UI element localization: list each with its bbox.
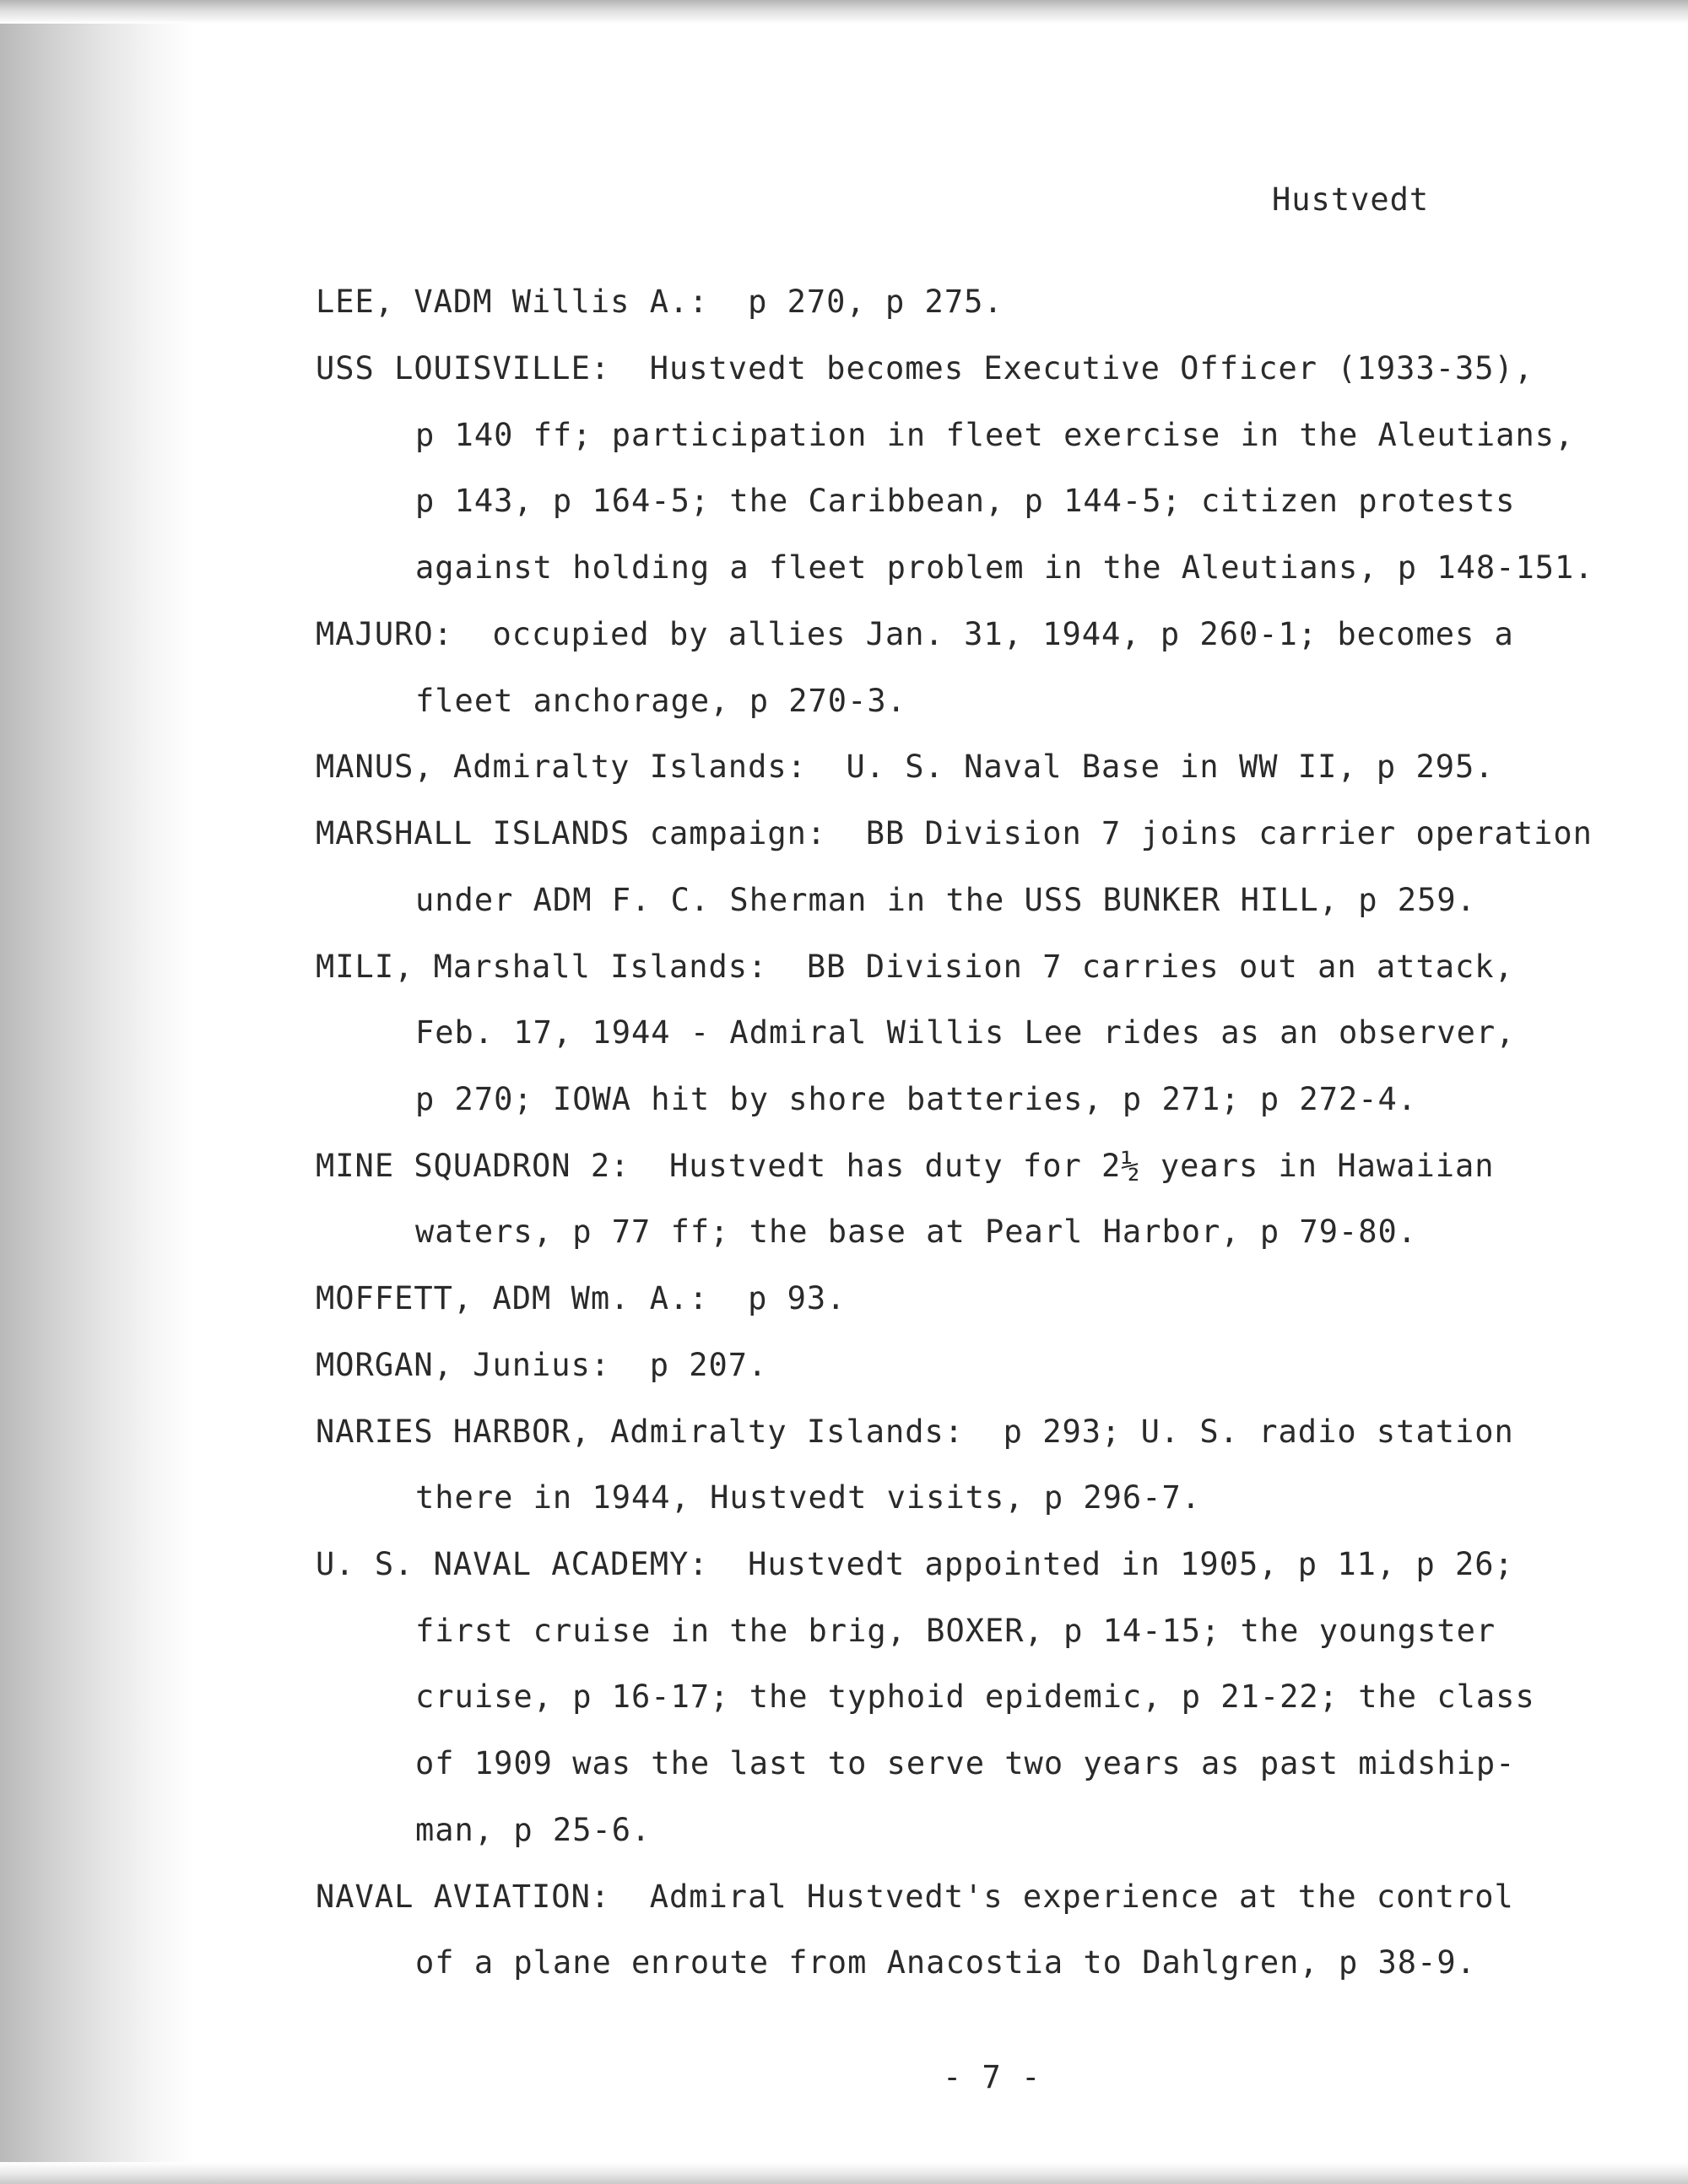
entry-moffett: MOFFETT, ADM Wm. A.: p 93.: [316, 1280, 847, 1316]
scan-shadow-left: [0, 0, 194, 2184]
entry-naval-academy: U. S. NAVAL ACADEMY: Hustvedt appointed in 1905, p 11, p 26;: [316, 1546, 1514, 1582]
entry-morgan: MORGAN, Junius: p 207.: [316, 1347, 768, 1383]
entry-line: first cruise in the brig, BOXER, p 14-15; the youngster: [415, 1613, 1496, 1649]
entry-louisville: USS LOUISVILLE: Hustvedt becomes Executive Officer (1933-35),: [316, 350, 1534, 387]
entry-line: p 140 ff; participation in fleet exercise in the Aleutians,: [415, 417, 1575, 453]
entry-line: p 143, p 164-5; the Caribbean, p 144-5; citizen protests: [415, 483, 1516, 519]
page-header-name: Hustvedt: [1272, 181, 1430, 218]
entry-line: under ADM F. C. Sherman in the USS BUNKER HILL, p 259.: [415, 882, 1476, 918]
entry-line: of a plane enroute from Anacostia to Dahlgren, p 38-9.: [415, 1944, 1476, 1981]
entry-line: fleet anchorage, p 270-3.: [415, 683, 906, 719]
entry-line: waters, p 77 ff; the base at Pearl Harbor, p 79-80.: [415, 1214, 1418, 1250]
entry-line: against holding a fleet problem in the Aleutians, p 148-151.: [415, 549, 1594, 586]
entry-mili: MILI, Marshall Islands: BB Division 7 carries out an attack,: [316, 949, 1514, 985]
entry-line: of 1909 was the last to serve two years as past midship-: [415, 1745, 1516, 1781]
entry-line: there in 1944, Hustvedt visits, p 296-7.: [415, 1479, 1202, 1516]
entry-manus: MANUS, Admiralty Islands: U. S. Naval Base in WW II, p 295.: [316, 749, 1495, 785]
entry-marshall-islands: MARSHALL ISLANDS campaign: BB Division 7 joins carrier operation: [316, 815, 1593, 851]
entry-line: Feb. 17, 1944 - Admiral Willis Lee rides as an observer,: [415, 1014, 1516, 1051]
entry-line: cruise, p 16-17; the typhoid epidemic, p 21-22; the class: [415, 1679, 1535, 1715]
entry-lee: LEE, VADM Willis A.: p 270, p 275.: [316, 284, 1004, 320]
entry-line: p 270; IOWA hit by shore batteries, p 271; p 272-4.: [415, 1081, 1418, 1117]
entry-mine-squadron: MINE SQUADRON 2: Hustvedt has duty for 2½ years in Hawaiian: [316, 1148, 1495, 1184]
entry-line: man, p 25-6.: [415, 1812, 652, 1848]
entry-naval-aviation: NAVAL AVIATION: Admiral Hustvedt's experience at the control: [316, 1879, 1514, 1915]
scan-shadow-bottom: [0, 2162, 1688, 2184]
page-number: - 7 -: [943, 2059, 1041, 2095]
scan-shadow-top: [0, 0, 1688, 24]
entry-majuro: MAJURO: occupied by allies Jan. 31, 1944, p 260-1; becomes a: [316, 616, 1514, 652]
entry-naries-harbor: NARIES HARBOR, Admiralty Islands: p 293; U. S. radio station: [316, 1414, 1514, 1450]
